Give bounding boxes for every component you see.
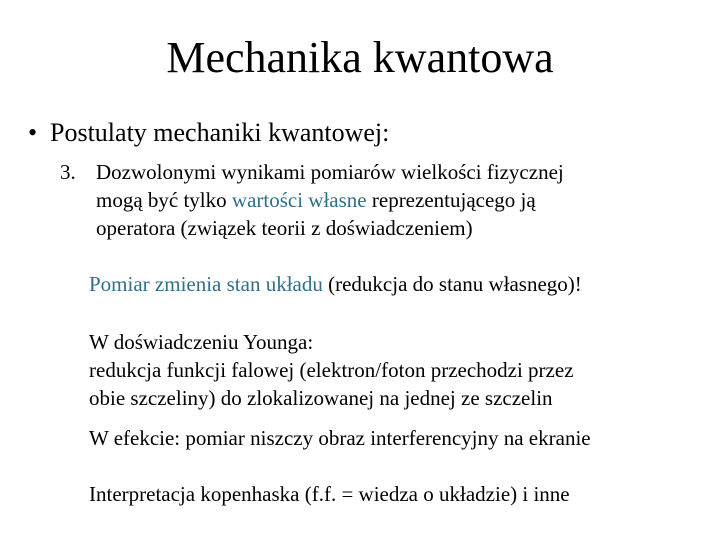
- bullet-text: Postulaty mechaniki kwantowej:: [50, 118, 390, 147]
- highlight-measurement: Pomiar zmienia stan układu: [89, 272, 323, 296]
- young-line-2: redukcja funkcji falowej (elektron/foton przechodzi przez: [89, 358, 574, 382]
- item-body: [96, 158, 656, 242]
- item-line-3: operatora (związek teorii z doświadczeniem): [96, 216, 473, 240]
- item-line-2-before: mogą być tylko: [96, 188, 232, 212]
- item-line-2: [96, 186, 656, 214]
- bullet-item: [28, 116, 389, 150]
- item-line-2-after: reprezentującego ją: [366, 188, 536, 212]
- paragraph-interpretation: Interpretacja kopenhaska (f.f. = wiedza o układzie) i inne: [89, 482, 570, 506]
- item-number: 3.: [60, 160, 76, 184]
- bullet-dot-icon: •: [28, 118, 38, 147]
- highlight-eigenvalues: wartości własne: [231, 188, 367, 212]
- young-line-1: W doświadczeniu Younga:: [89, 330, 314, 354]
- paragraph-measurement: [89, 270, 582, 298]
- paragraph-effect: W efekcie: pomiar niszczy obraz interferencyjny na ekranie: [89, 426, 591, 450]
- item-line-1: Dozwolonymi wynikami pomiarów wielkości fizycznej: [96, 160, 564, 184]
- slide-title: Mechanika kwantowa: [166, 33, 554, 82]
- young-line-3: obie szczeliny) do zlokalizowanej na jednej ze szczelin: [89, 386, 553, 410]
- paragraph-measurement-rest: (redukcja do stanu własnego)!: [322, 272, 582, 296]
- paragraph-young: [89, 328, 574, 412]
